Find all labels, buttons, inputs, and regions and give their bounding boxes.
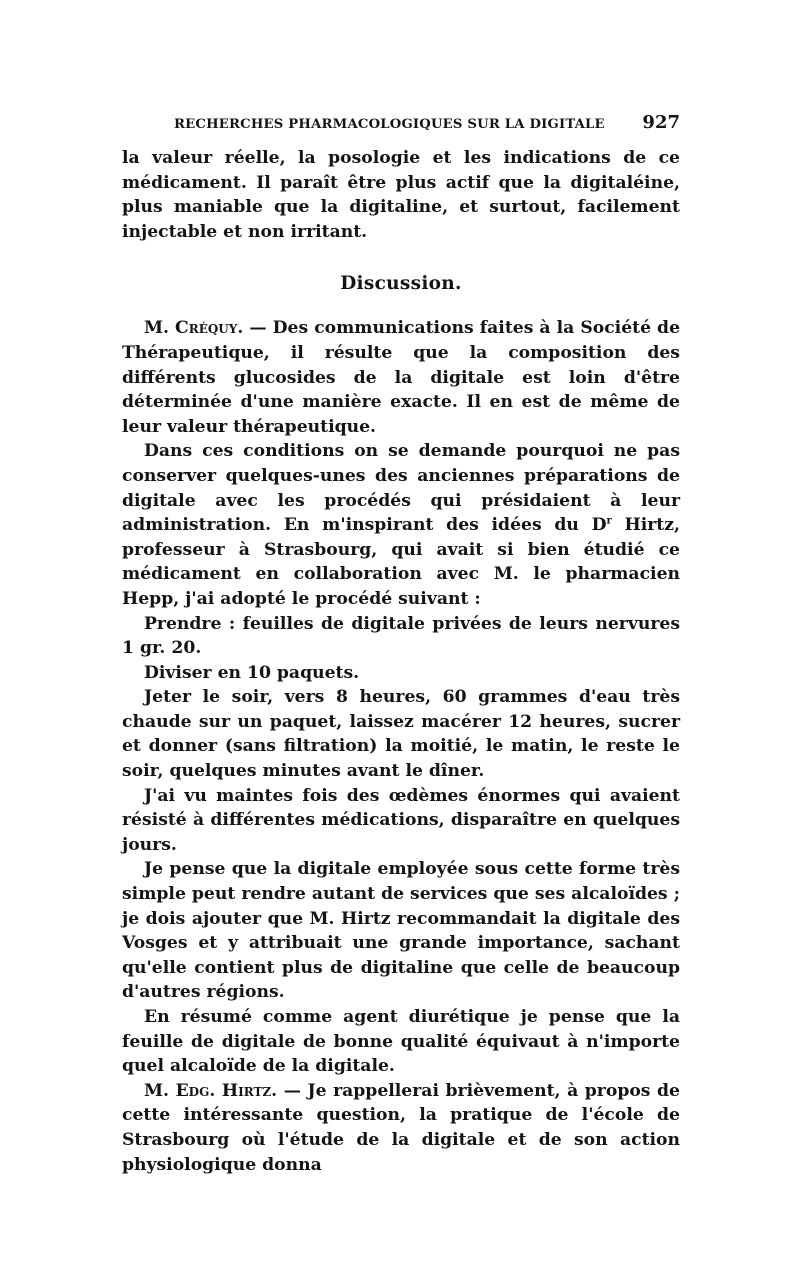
paragraph-text: Dans ces conditions on se demande pourquoi ne pas conserver quelques-unes des anciennes préparations de digitale avec les procédés qui présidaient à leur administration. En m'inspirant des idées du D [122,441,680,536]
running-head-title: RECHERCHES PHARMACOLOGIQUES SUR LA DIGITALE [174,117,605,132]
paragraph-text: — Des communications faites à la Société de Thérapeutique, il résulte que la composition des différents glucosides de la digitale est loin d'être déterminée d'une manière exacte. Il en est de même de leur valeur thérapeutique. [122,318,681,437]
paragraph-divide: Diviser en 10 paquets. [144,662,360,683]
paragraph-crequy-intro [122,316,680,439]
paragraph-conditions [122,439,680,611]
paragraph-oedema: J'ai vu maintes fois des œdèmes énormes qui avaient résisté à différentes médications, disparaître en quelques jours. [122,785,680,855]
paragraph-procedure: Jeter le soir, vers 8 heures, 60 grammes d'eau très chaude sur un paquet, laissez macérer 12 heures, sucrer et donner (sans filtration) la moitié, le matin, le reste le soir, quelques minutes avant le dîner. [122,687,680,782]
section-heading: Discussion. [340,273,462,295]
running-head [122,112,680,146]
paragraph-opinion: Je pense que la digitale employée sous cette forme très simple peut rendre autant de services que ses alcaloïdes ; je dois ajouter que M. Hirtz recommandait la digitale des Vosges et y attribuait une grande importance, sachant qu'elle contient plus de digitaline que celle de beaucoup d'autres régions. [122,859,680,1003]
speaker-name: M. Créquy. [144,318,244,339]
intro-paragraph: la valeur réelle, la posologie et les indications de ce médicament. Il paraît être plus actif que la digitaléine, plus maniable que la digitaline, et surtout, facilement injectable et non irritant. [122,148,680,242]
page-number: 927 [642,112,680,133]
paragraph-summary: En résumé comme agent diurétique je pense que la feuille de digitale de bonne qualité équivaut à n'importe quel alcaloïde de la digitale. [122,1007,680,1077]
paragraph-recipe: Prendre : feuilles de digitale privées de leurs nervures 1 gr. 20. [122,613,680,659]
superscript: r [606,515,612,527]
speaker-name: M. Edg. Hirtz. [144,1080,278,1101]
paragraph-text: — Je rappellerai brièvement, à propos de cette intéressante question, la pratique de l'école de Strasbourg où l'étude de la digitale et de son action physiologique donna [122,1080,680,1175]
paragraph-hirtz [122,1079,680,1177]
paragraph-text: Hirtz, professeur à Strasbourg, qui avait si bien étudié ce médicament en collaboration avec M. le pharmacien Hepp, j'ai adopté le procédé suivant : [122,515,680,609]
book-page [122,112,680,1177]
